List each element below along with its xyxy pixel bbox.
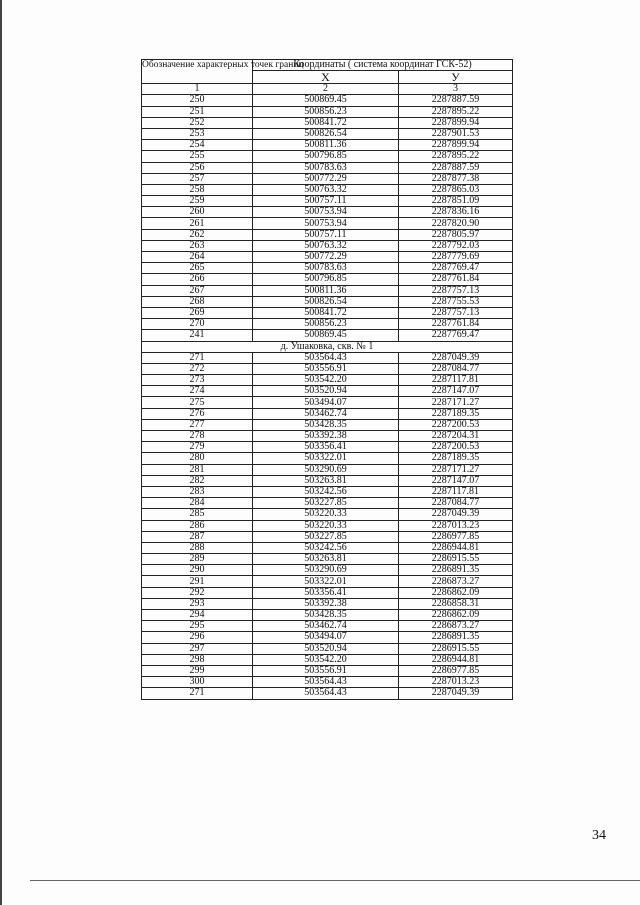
- y-coordinate: 2287084.77: [399, 363, 513, 374]
- y-coordinate: 2287013.23: [399, 677, 513, 688]
- table-body-section-a: [142, 95, 513, 341]
- y-coordinate: 2286977.85: [399, 531, 513, 542]
- table-row: [142, 610, 513, 621]
- table-row: [142, 576, 513, 587]
- x-coordinate: 503263.81: [253, 475, 399, 486]
- point-number: 292: [142, 587, 253, 598]
- y-coordinate: 2287865.03: [399, 184, 513, 195]
- y-coordinate: 2286944.81: [399, 542, 513, 553]
- table-row: [142, 475, 513, 486]
- y-coordinate: 2287200.53: [399, 419, 513, 430]
- x-coordinate: 503220.33: [253, 509, 399, 520]
- point-number: 290: [142, 565, 253, 576]
- y-header: У: [399, 71, 513, 84]
- table-row: [142, 319, 513, 330]
- page-number: 34: [592, 828, 606, 843]
- x-coordinate: 500841.72: [253, 307, 399, 318]
- point-number: 271: [142, 352, 253, 363]
- x-coordinate: 500826.54: [253, 296, 399, 307]
- point-number: 265: [142, 263, 253, 274]
- table-row: [142, 542, 513, 553]
- point-number: 258: [142, 184, 253, 195]
- y-coordinate: 2287836.16: [399, 207, 513, 218]
- x-coordinate: 503227.85: [253, 498, 399, 509]
- x-coordinate: 500796.85: [253, 274, 399, 285]
- point-number: 285: [142, 509, 253, 520]
- point-number: 254: [142, 140, 253, 151]
- x-coordinate: 503263.81: [253, 554, 399, 565]
- x-coordinate: 500869.45: [253, 95, 399, 106]
- x-coordinate: 503564.43: [253, 352, 399, 363]
- table-row: [142, 363, 513, 374]
- table-row: [142, 207, 513, 218]
- table-row: [142, 330, 513, 341]
- x-coordinate: 503542.20: [253, 375, 399, 386]
- x-coordinate: 503520.94: [253, 386, 399, 397]
- point-number: 274: [142, 386, 253, 397]
- point-number: 275: [142, 397, 253, 408]
- y-coordinate: 2287901.53: [399, 128, 513, 139]
- x-coordinate: 500811.36: [253, 140, 399, 151]
- y-coordinate: 2287189.35: [399, 408, 513, 419]
- x-coordinate: 500757.11: [253, 196, 399, 207]
- x-header: X: [253, 71, 399, 84]
- y-coordinate: 2287761.84: [399, 319, 513, 330]
- x-coordinate: 503356.41: [253, 587, 399, 598]
- y-coordinate: 2287013.23: [399, 520, 513, 531]
- table-row: [142, 688, 513, 699]
- point-number: 284: [142, 498, 253, 509]
- y-coordinate: 2286862.09: [399, 587, 513, 598]
- point-number: 259: [142, 196, 253, 207]
- y-coordinate: 2287084.77: [399, 498, 513, 509]
- y-coordinate: 2287204.31: [399, 431, 513, 442]
- point-number: 300: [142, 677, 253, 688]
- y-coordinate: 2286977.85: [399, 665, 513, 676]
- table-body-section-b: [142, 352, 513, 699]
- y-coordinate: 2287851.09: [399, 196, 513, 207]
- y-coordinate: 2286858.31: [399, 598, 513, 609]
- x-coordinate: 500753.94: [253, 218, 399, 229]
- y-coordinate: 2287805.97: [399, 229, 513, 240]
- y-coordinate: 2287049.39: [399, 688, 513, 699]
- point-number: 276: [142, 408, 253, 419]
- table-row: [142, 442, 513, 453]
- table-row: [142, 632, 513, 643]
- table-row: [142, 196, 513, 207]
- y-coordinate: 2287171.27: [399, 397, 513, 408]
- point-number: 266: [142, 274, 253, 285]
- point-number: 257: [142, 173, 253, 184]
- x-coordinate: 503356.41: [253, 442, 399, 453]
- point-number: 252: [142, 117, 253, 128]
- section-label: д. Ушаковка, скв. № 1: [142, 341, 513, 352]
- point-number: 255: [142, 151, 253, 162]
- x-coordinate: 500796.85: [253, 151, 399, 162]
- point-number: 269: [142, 307, 253, 318]
- x-coordinate: 500772.29: [253, 173, 399, 184]
- table-row: [142, 296, 513, 307]
- point-number: 298: [142, 654, 253, 665]
- point-number: 256: [142, 162, 253, 173]
- x-coordinate: 503392.38: [253, 431, 399, 442]
- y-coordinate: 2287049.39: [399, 509, 513, 520]
- y-coordinate: 2287887.59: [399, 162, 513, 173]
- y-coordinate: 2287189.35: [399, 453, 513, 464]
- point-number: 263: [142, 240, 253, 251]
- x-coordinate: 500811.36: [253, 285, 399, 296]
- y-coordinate: 2287761.84: [399, 274, 513, 285]
- point-number: 250: [142, 95, 253, 106]
- table-row: [142, 307, 513, 318]
- y-coordinate: 2286944.81: [399, 654, 513, 665]
- x-coordinate: 500856.23: [253, 319, 399, 330]
- x-coordinate: 503462.74: [253, 621, 399, 632]
- table-row: [142, 151, 513, 162]
- y-coordinate: 2287769.47: [399, 330, 513, 341]
- x-coordinate: 503242.56: [253, 486, 399, 497]
- x-coordinate: 500753.94: [253, 207, 399, 218]
- bottom-rule: [30, 880, 640, 881]
- y-coordinate: 2286915.55: [399, 554, 513, 565]
- y-coordinate: 2286873.27: [399, 621, 513, 632]
- point-number: 289: [142, 554, 253, 565]
- table-row: [142, 173, 513, 184]
- x-coordinate: 503220.33: [253, 520, 399, 531]
- x-coordinate: 503227.85: [253, 531, 399, 542]
- point-number: 277: [142, 419, 253, 430]
- y-coordinate: 2286862.09: [399, 610, 513, 621]
- y-coordinate: 2287117.81: [399, 375, 513, 386]
- point-number: 278: [142, 431, 253, 442]
- table-row: [142, 665, 513, 676]
- point-number: 272: [142, 363, 253, 374]
- point-number: 279: [142, 442, 253, 453]
- table-row: [142, 229, 513, 240]
- point-number: 271: [142, 688, 253, 699]
- y-coordinate: 2287792.03: [399, 240, 513, 251]
- point-number: 267: [142, 285, 253, 296]
- x-coordinate: 500763.32: [253, 240, 399, 251]
- y-coordinate: 2287820.90: [399, 218, 513, 229]
- point-number: 299: [142, 665, 253, 676]
- y-coordinate: 2287887.59: [399, 95, 513, 106]
- table-row: [142, 95, 513, 106]
- point-number: 287: [142, 531, 253, 542]
- point-designation-header: Обозначение характерных точек границ: [142, 60, 253, 84]
- y-coordinate: 2286891.35: [399, 565, 513, 576]
- point-number: 260: [142, 207, 253, 218]
- x-coordinate: 503290.69: [253, 565, 399, 576]
- point-number: 264: [142, 252, 253, 263]
- table-row: [142, 531, 513, 542]
- point-number: 288: [142, 542, 253, 553]
- x-coordinate: 503556.91: [253, 363, 399, 374]
- table-row: [142, 128, 513, 139]
- page-left-edge: [0, 0, 2, 905]
- table-row: [142, 184, 513, 195]
- table-row: [142, 117, 513, 128]
- y-coordinate: 2287895.22: [399, 151, 513, 162]
- point-number: 294: [142, 610, 253, 621]
- y-coordinate: 2287117.81: [399, 486, 513, 497]
- point-number: 268: [142, 296, 253, 307]
- y-coordinate: 2287147.07: [399, 475, 513, 486]
- point-number: 262: [142, 229, 253, 240]
- y-coordinate: 2286891.35: [399, 632, 513, 643]
- point-number: 283: [142, 486, 253, 497]
- x-coordinate: 503494.07: [253, 397, 399, 408]
- table-row: [142, 162, 513, 173]
- column-number: 3: [399, 84, 513, 95]
- x-coordinate: 500772.29: [253, 252, 399, 263]
- column-number: 1: [142, 84, 253, 95]
- table-row: [142, 453, 513, 464]
- point-number: 281: [142, 464, 253, 475]
- y-coordinate: 2286915.55: [399, 643, 513, 654]
- x-coordinate: 500856.23: [253, 106, 399, 117]
- table-row: [142, 397, 513, 408]
- column-number: 2: [253, 84, 399, 95]
- point-number: 273: [142, 375, 253, 386]
- table-row: [142, 408, 513, 419]
- table-row: [142, 677, 513, 688]
- table-body-section-label: [142, 341, 513, 352]
- x-coordinate: 503556.91: [253, 665, 399, 676]
- y-coordinate: 2287200.53: [399, 442, 513, 453]
- point-number: 297: [142, 643, 253, 654]
- table-row: [142, 464, 513, 475]
- y-coordinate: 2287877.38: [399, 173, 513, 184]
- table-row: [142, 285, 513, 296]
- point-number: 280: [142, 453, 253, 464]
- table-row: [142, 106, 513, 117]
- x-coordinate: 503428.35: [253, 610, 399, 621]
- x-coordinate: 503494.07: [253, 632, 399, 643]
- x-coordinate: 500841.72: [253, 117, 399, 128]
- table-row: [142, 587, 513, 598]
- point-number: 291: [142, 576, 253, 587]
- x-coordinate: 503290.69: [253, 464, 399, 475]
- table-row: [142, 498, 513, 509]
- table-row: [142, 565, 513, 576]
- point-number: 295: [142, 621, 253, 632]
- point-number: 286: [142, 520, 253, 531]
- table-row: [142, 218, 513, 229]
- y-coordinate: 2287755.53: [399, 296, 513, 307]
- y-coordinate: 2287049.39: [399, 352, 513, 363]
- point-number: 253: [142, 128, 253, 139]
- table-row: [142, 263, 513, 274]
- y-coordinate: 2287769.47: [399, 263, 513, 274]
- point-number: 270: [142, 319, 253, 330]
- x-coordinate: 503542.20: [253, 654, 399, 665]
- table-row: [142, 643, 513, 654]
- table-row: [142, 654, 513, 665]
- table-row: [142, 274, 513, 285]
- y-coordinate: 2286873.27: [399, 576, 513, 587]
- table-row: [142, 431, 513, 442]
- x-coordinate: 503564.43: [253, 677, 399, 688]
- point-number: 241: [142, 330, 253, 341]
- y-coordinate: 2287779.69: [399, 252, 513, 263]
- coordinates-table: [141, 59, 513, 700]
- y-coordinate: 2287757.13: [399, 307, 513, 318]
- x-coordinate: 500826.54: [253, 128, 399, 139]
- table-row: [142, 509, 513, 520]
- x-coordinate: 500869.45: [253, 330, 399, 341]
- y-coordinate: 2287899.94: [399, 140, 513, 151]
- point-number: 282: [142, 475, 253, 486]
- coordinates-header: Координаты ( система координат ГСК-52): [253, 60, 513, 71]
- x-coordinate: 503322.01: [253, 576, 399, 587]
- table-row: [142, 520, 513, 531]
- y-coordinate: 2287757.13: [399, 285, 513, 296]
- y-coordinate: 2287899.94: [399, 117, 513, 128]
- table-row: [142, 386, 513, 397]
- x-coordinate: 503520.94: [253, 643, 399, 654]
- x-coordinate: 503428.35: [253, 419, 399, 430]
- x-coordinate: 500757.11: [253, 229, 399, 240]
- x-coordinate: 500783.63: [253, 162, 399, 173]
- x-coordinate: 500763.32: [253, 184, 399, 195]
- y-coordinate: 2287147.07: [399, 386, 513, 397]
- y-coordinate: 2287171.27: [399, 464, 513, 475]
- point-number: 293: [142, 598, 253, 609]
- x-coordinate: 503242.56: [253, 542, 399, 553]
- x-coordinate: 503564.43: [253, 688, 399, 699]
- point-number: 296: [142, 632, 253, 643]
- y-coordinate: 2287895.22: [399, 106, 513, 117]
- table-row: [142, 140, 513, 151]
- table-row: [142, 252, 513, 263]
- x-coordinate: 500783.63: [253, 263, 399, 274]
- point-number: 261: [142, 218, 253, 229]
- point-number: 251: [142, 106, 253, 117]
- table-row: [142, 240, 513, 251]
- table-row: [142, 419, 513, 430]
- x-coordinate: 503322.01: [253, 453, 399, 464]
- table-row: [142, 598, 513, 609]
- x-coordinate: 503392.38: [253, 598, 399, 609]
- table-row: [142, 375, 513, 386]
- table-row: [142, 554, 513, 565]
- table-row: [142, 352, 513, 363]
- table-row: [142, 621, 513, 632]
- table-row: [142, 486, 513, 497]
- x-coordinate: 503462.74: [253, 408, 399, 419]
